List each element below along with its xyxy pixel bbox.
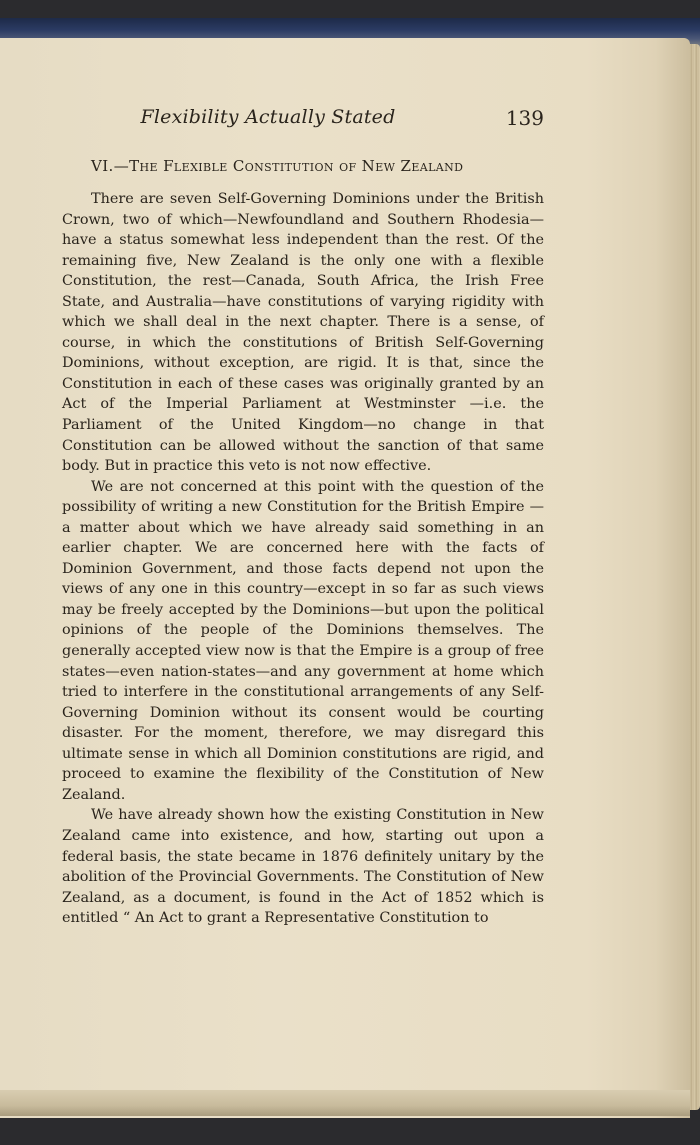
page-number: 139 [505, 106, 544, 130]
paragraph: We are not concerned at this point with the question of the possibility of writing a new Constitution for the British Empire —a matter about which we have already said something in an earlier chapter. We are concerned here with the facts of Dominion Government, and those facts depend not upon the views of any one in this country—except in so far as such views may be freely accepted by the Dominions—but upon the political opinions of the people of the Dominions themselves. The generally accepted view now is that the Empire is a group of free states—even nation-states—and any government at home which tried to interfere in the constitutional arrangements of any Self-Governing Dominion without its consent would be courting disaster. For the moment, therefore, we may disregard this ultimate sense in which all Dominion constitutions are rigid, and proceed to examine the flexibility of the Constitution of New Zealand. [62, 478, 544, 803]
running-title: Flexibility Actually Stated [140, 106, 396, 128]
running-header [62, 106, 544, 136]
body-text [62, 189, 544, 929]
paragraph: There are seven Self-Governing Dominions under the British Crown, two of which—Newfoundland and Southern Rhodesia—have a status somewhat less independent than the rest. Of the remaining five, New Zealand is the only one with a flexible Constitution, the rest—Canada, South Africa, the Irish Free State, and Australia—have constitutions of varying rigidity with which we shall deal in the next chapter. There is a sense, of course, in which the constitutions of British Self-Governing Dominions, without exception, are rigid. It is that, since the Constitution in each of these cases was originally granted by an Act of the Imperial Parliament at Westminster —i.e. the Parliament of the United Kingdom—no change in that Constitution can be allowed without the sanction of that same body. But in practice this veto is not now effective. [62, 191, 544, 475]
section-heading: VI.—The Flexible Constitution of New Zealand [91, 157, 464, 175]
paragraph: We have already shown how the existing Constitution in New Zealand came into existence, and how, starting out upon a federal basis, the state became in 1876 definitely unitary by the abolition of the Provincial Governments. The Constitution of New Zealand, as a document, is found in the Act of 1852 which is entitled “ An Act to grant a Representative Constitution to [62, 807, 544, 927]
page-bottom-edge [0, 1090, 690, 1116]
